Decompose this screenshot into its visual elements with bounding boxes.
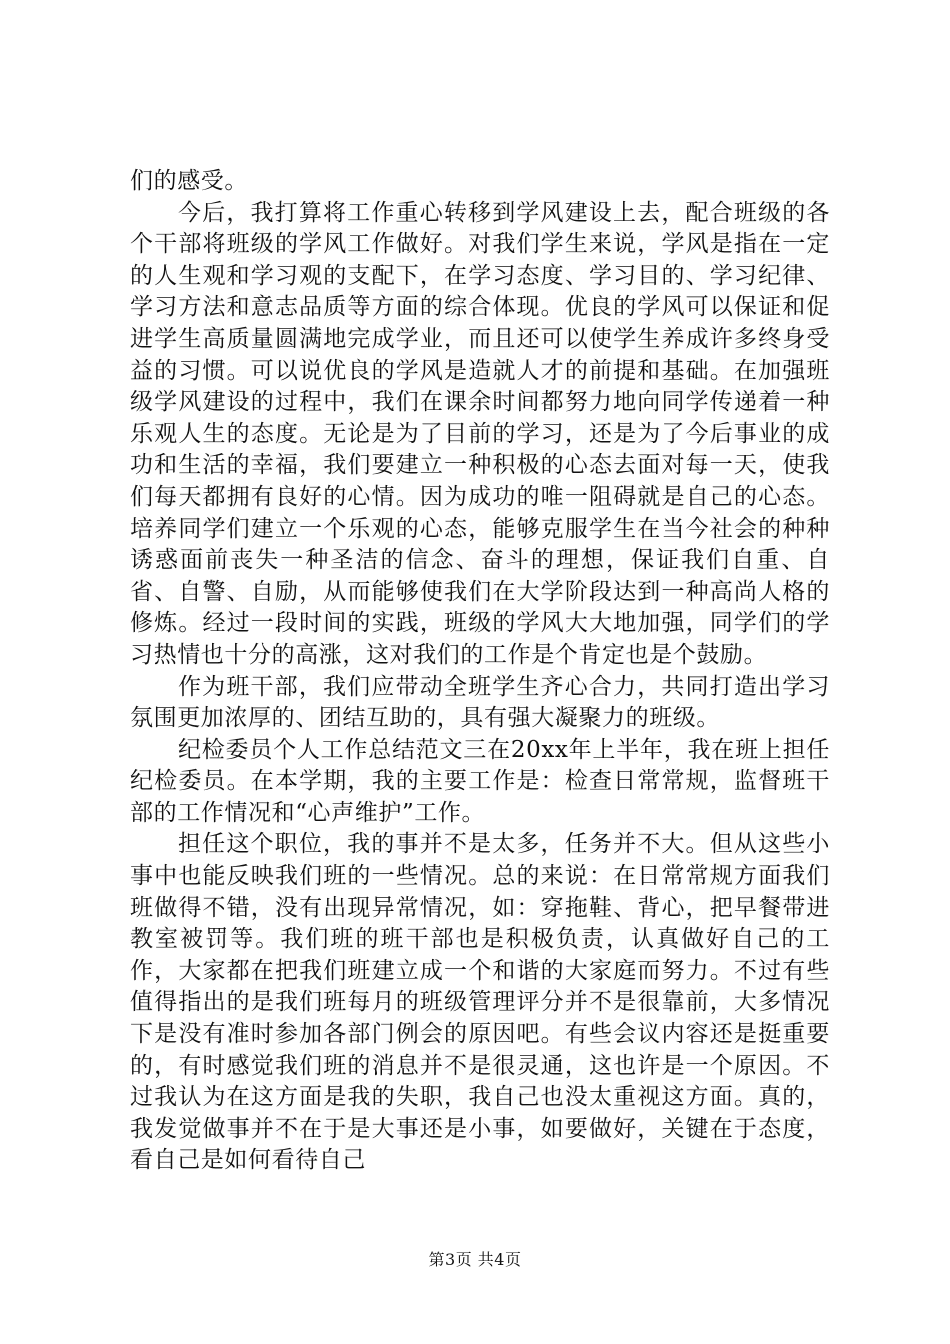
page-footer: 第3页 共4页 <box>428 1250 522 1269</box>
paragraph-continuation: 们的感受。 <box>130 168 248 194</box>
paragraph-discipline-work: 担任这个职位，我的事并不是太多，任务并不大。但从这些小事中也能反映我们班的一些情况。总的来说：在日常常规方面我们班做得不错，没有出现异常情况，如：穿拖鞋、背心，把早餐带进教室被罚等。我们班的班干部也是积极负责，认真做好自己的工作，大家都在把我们班建立成一个和谐的大家庭而努力。不过有些值得指出的是我们班每月的班级管理评分并不是很靠前，大多情况下是没有准时参加各部门例会的原因吧。有些会议内容还是挺重要的，有时感觉我们班的消息并不是很灵通，这也许是一个原因。不过我认为在这方面是我的失职，我自己也没太重视这方面。真的，我发觉做事并不在于是大事还是小事，如要做好，关键在于态度，看自己是如何看待自己 <box>130 831 830 1174</box>
paragraph-class-cadre: 作为班干部，我们应带动全班学生齐心合力，共同打造出学习氛围更加浓厚的、团结互助的，具有强大凝聚力的班级。 <box>130 673 830 732</box>
body-text <box>130 166 830 1177</box>
paragraph-discipline-intro: 纪检委员个人工作总结范文三在20xx年上半年，我在班上担任纪检委员。在本学期，我的主要工作是：检查日常常规，监督班干部的工作情况和“心声维护”工作。 <box>130 736 830 826</box>
paragraph-study-style: 今后，我打算将工作重心转移到学风建设上去，配合班级的各个干部将班级的学风工作做好。对我们学生来说，学风是指在一定的人生观和学习观的支配下，在学习态度、学习目的、学习纪律、学习方法和意志品质等方面的综合体现。优良的学风可以保证和促进学生高质量圆满地完成学业，而且还可以使学生养成许多终身受益的习惯。可以说优良的学风是造就人才的前提和基础。在加强班级学风建设的过程中，我们在课余时间都努力地向同学传递着一种乐观人生的态度。无论是为了目前的学习，还是为了今后事业的成功和生活的幸福，我们要建立一种积极的心态去面对每一天，使我们每天都拥有良好的心情。因为成功的唯一阻碍就是自己的心态。培养同学们建立一个乐观的心态，能够克服学生在当今社会的种种诱惑面前丧失一种圣洁的信念、奋斗的理想，保证我们自重、自省、自警、自励，从而能够使我们在大学阶段达到一种高尚人格的修炼。经过一段时间的实践，班级的学风大大地加强，同学们的学习热情也十分的高涨，这对我们的工作是个肯定也是个鼓励。 <box>130 199 830 668</box>
